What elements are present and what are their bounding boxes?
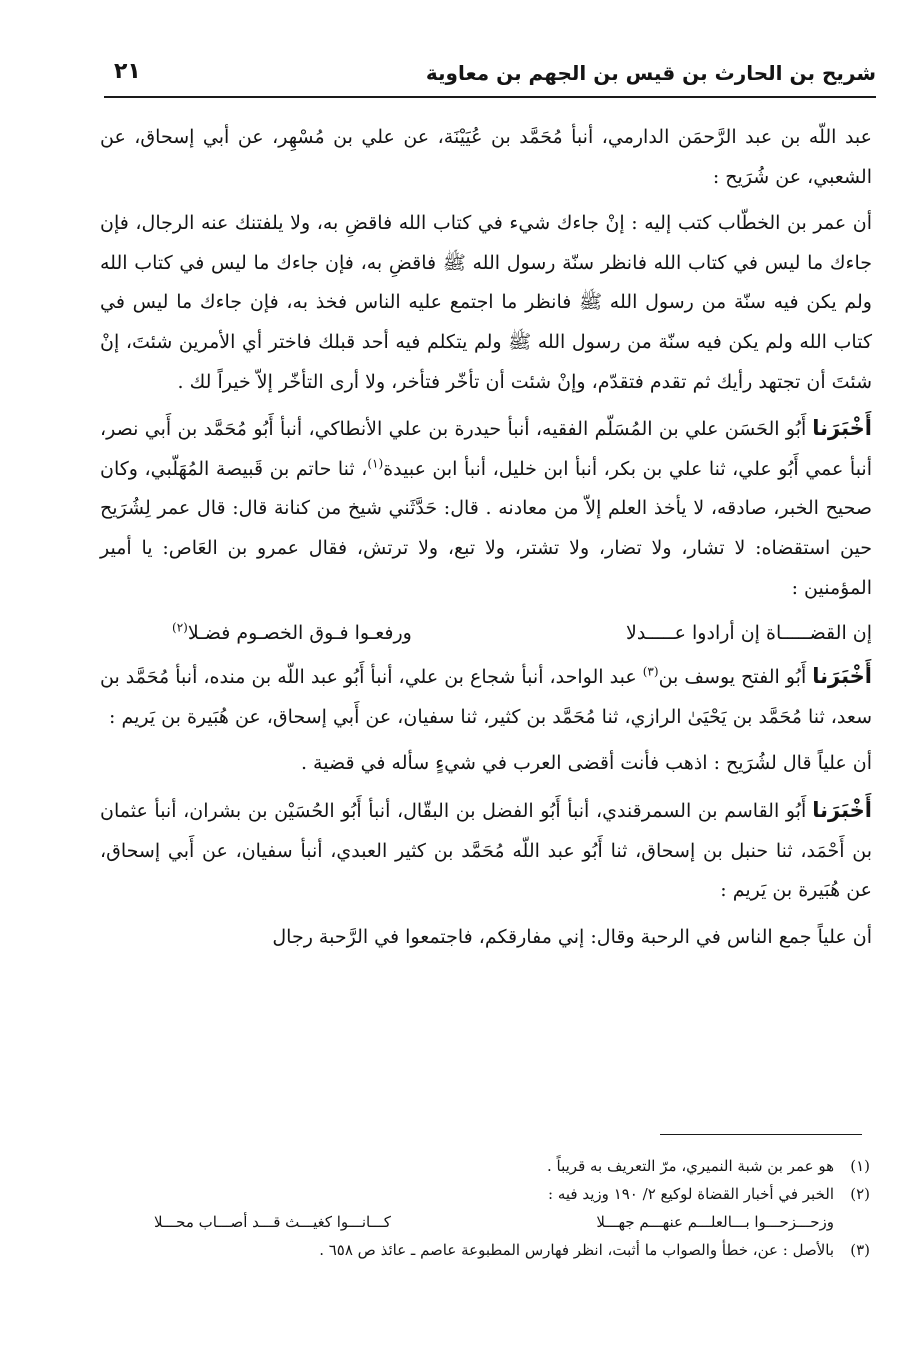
paragraph-akhbarana-1	[100, 409, 872, 608]
footnote-number: (٢)	[850, 1185, 870, 1203]
footnote-number: (٣)	[850, 1241, 870, 1259]
page-number: ٢١	[114, 59, 141, 84]
page-header	[104, 55, 876, 95]
akhbarana-heading: أَخْبَرَنا	[812, 416, 872, 441]
running-title: شريح بن الحارث بن قيس بن الجهم بن معاوية	[425, 61, 876, 85]
paragraph-isnad-1: عبد اللّه بن عبد الرَّحمَن الدارمي، أنبأ مُحَمَّد بن عُيَيْنَة، عن علي بن مُسْهِر، عن أبي إسحاق، عن الشعبي، عن شُرَيح :	[100, 126, 872, 188]
paragraph-akhbarana-3	[100, 791, 872, 911]
paragraph-text: أَبُو القاسم بن السمرقندي، أنبأ أَبُو الفضل بن البقّال، أنبأ أَبُو الحُسَيْن بن بشران، أنبأ عثمان بن أَحْمَد، ثنا حنبل بن إسحاق، ثنا أَبُو عبد اللّه مُحَمَّد بن كثير العبدي، أنبأ سفيان، عن أَبي إسحاق، عن هُبَيرة بن يَريم :	[100, 799, 872, 902]
footnote-verse-second: كـــانـــوا كغيـــث قـــد أصـــاب محـــلا	[154, 1213, 391, 1231]
paragraph-umar-letter: أن عمر بن الخطّاب كتب إليه : إنْ جاءك شيء في كتاب الله فاقضِ به، ولا يلفتنك عنه الرجال، فإن جاءك ما ليس في كتاب الله فانظر سنّة رسول الله ﷺ فاقضِ به، فإن جاءك ما ليس في كتاب الله ولم يكن فيه سنّة من رسول الله ﷺ فانظر ما اجتمع عليه الناس فخذ به، فإن جاءك ما ليس في كتاب الله ولم يكن فيه سنّة من رسول الله ﷺ ولم يتكلم فيه أحد قبلك فاختر أي الأمرين شئتَ، إنْ شئتَ أن تجتهد رأيك ثم تقدم فتقدّم، وإنْ شئت أن تأخّر فتأخر، ولا أرى التأخّر إلاّ خيراً لك .	[100, 212, 872, 393]
akhbarana-heading: أَخْبَرَنا	[812, 797, 872, 822]
paragraph-text: ، ثنا حاتم بن قَبيصة المُهَلّبي، وكان صحيح الخبر، صادقه، لا يأخذ العلم إلاّ من معادنه . قال: حَدَّثَني شيخ من كنانة قال: قال عمر لِشُرَيح حين استقضاه: لا تشار، ولا تضار، ولا تشتر، ولا تبع، ولا ترتش، فقال عمرو بن العَاص: يا أمير المؤمنين :	[100, 457, 872, 599]
footnote-number: (١)	[850, 1157, 870, 1175]
footnote-marker-3: (٣)	[642, 664, 659, 679]
header-divider	[104, 96, 876, 98]
paragraph-akhbarana-2	[100, 657, 872, 737]
verse-second-text: ورفعـوا فـوق الخصـوم فضـلا	[187, 622, 412, 645]
akhbarana-heading: أَخْبَرَنا	[812, 664, 872, 689]
paragraph-rahba: أن علياً جمع الناس في الرحبة وقال: إني مفارقكم، فاجتمعوا في الرَّحبة رجال	[272, 925, 872, 948]
footnote-text: بالأصل : عن، خطأ والصواب ما أثبت، انظر فهارس المطبوعة عاصم ـ عائذ ص ٦٥٨ .	[319, 1241, 834, 1259]
footnote-3	[130, 1238, 870, 1262]
footnote-marker-1: (١)	[367, 456, 384, 471]
verse-first-hemistich: إن القضـــــاة إن أرادوا عـــــدلا	[626, 622, 872, 645]
footnotes	[130, 1154, 870, 1266]
footnote-text: الخبر في أخبار القضاة لوكيع ٢/ ١٩٠ وزيد فيه :	[548, 1185, 834, 1203]
footnote-divider	[660, 1134, 862, 1135]
footnote-marker-2: (٢)	[172, 620, 188, 635]
verse-second-hemistich	[172, 614, 412, 653]
poetry-verse	[172, 614, 872, 653]
footnote-1	[130, 1154, 870, 1178]
paragraph-ali-shurayh: أن علياً قال لشُرَيح : اذهب فأنت أقضى العرب في شيءٍ سأله في قضية .	[300, 752, 872, 775]
footnote-2	[130, 1182, 870, 1206]
paragraph-text: أَبُو الحَسَن علي بن المُسَلّم الفقيه، أنبأ حيدرة بن علي الأنطاكي، أنبأ أَبُو مُحَمَّد بن أَبي نصر، أنبأ عمي أَبُو علي، ثنا علي بن بكر، أنبأ ابن خليل، أنبأ ابن عبيدة	[100, 418, 872, 480]
paragraph-text: أَبُو الفتح يوسف بن	[658, 666, 807, 689]
paragraph-text: عبد الواحد، أنبأ شجاع بن علي، أنبأ أَبُو عبد اللّه بن منده، أنبأ مُحَمَّد بن سعد، ثنا مُحَمَّد بن يَحْيَىٰ الرازي، ثنا مُحَمَّد بن كثير، ثنا سفيان، عن أَبي إسحاق، عن هُبَيرة بن يَريم :	[100, 666, 872, 728]
main-text	[100, 118, 872, 957]
footnote-verse	[154, 1210, 834, 1234]
footnote-verse-first: وزحـــزحـــوا بـــالعلـــم عنهـــم جهـــلا	[596, 1213, 834, 1231]
footnote-text: هو عمر بن شبة النميري، مرّ التعريف به قريباً .	[546, 1157, 834, 1175]
